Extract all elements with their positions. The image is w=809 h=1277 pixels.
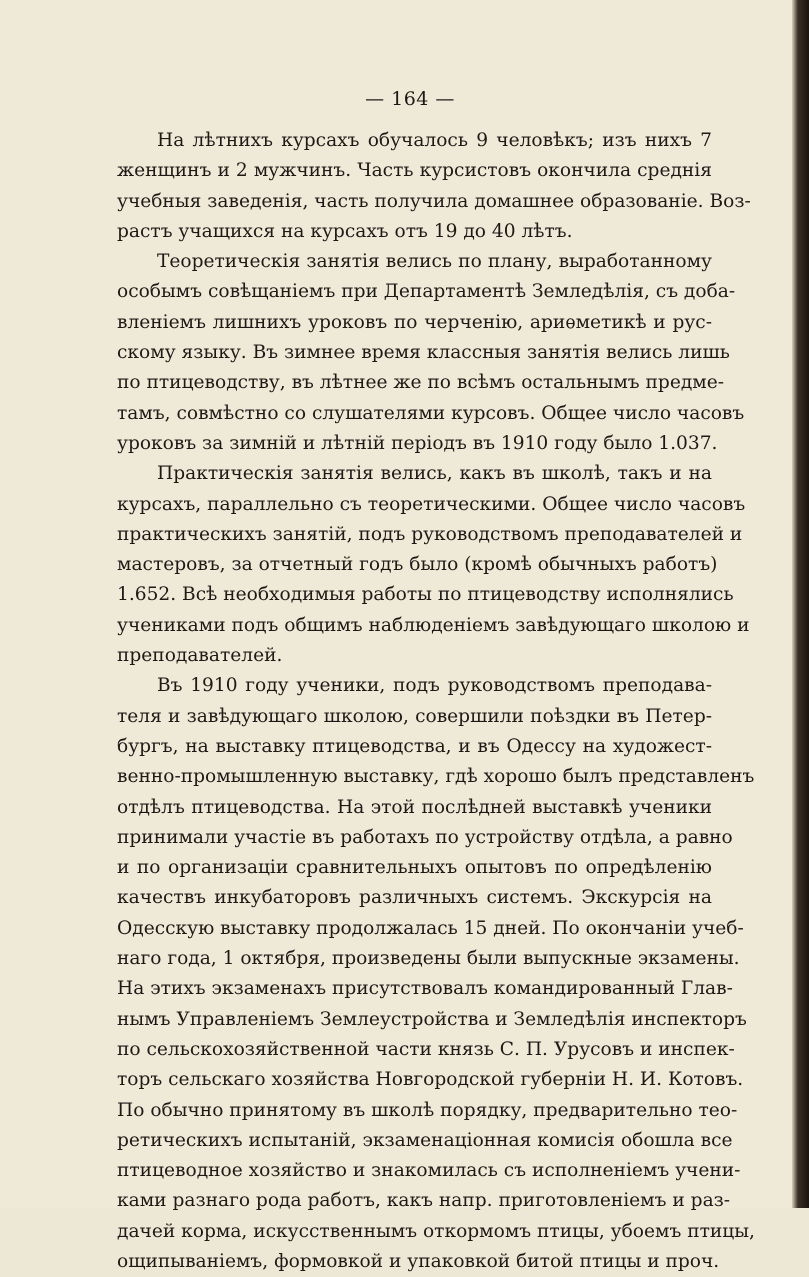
- text-line: теля и завѣдующаго школою, совершили поѣздки въ Петер-: [117, 705, 712, 727]
- text-line: принимали участіе въ работахъ по устройству отдѣла, а равно: [117, 826, 733, 848]
- text-line: Теоретическія занятія велись по плану, выработанному: [157, 251, 712, 273]
- text-line: курсахъ, параллельно съ теоретическими. Общее число часовъ: [117, 493, 746, 515]
- text-line: преподавателей.: [117, 645, 283, 667]
- text-line: мастеровъ, за отчетный годъ было (кромѣ обычныхъ работъ): [117, 554, 718, 576]
- text-line: дачей корма, искусственнымъ откормомъ птицы, убоемъ птицы,: [117, 1220, 755, 1242]
- text-line: скому языку. Въ зимнее время классныя занятія велись лишь: [117, 342, 730, 364]
- text-line: практическихъ занятій, подъ руководствомъ преподавателей и: [117, 523, 743, 545]
- text-line: По обычно принятому въ школѣ порядку, предварительно тео-: [117, 1099, 738, 1121]
- text-line: учениками подъ общимъ наблюденіемъ завѣдующаго школою и: [117, 614, 750, 636]
- text-line: по птицеводству, въ лѣтнее же по всѣмъ остальнымъ предме-: [117, 372, 725, 394]
- body-text: [117, 126, 755, 1277]
- text-line: торъ сельскаго хозяйства Новгородской губерніи Н. И. Котовъ.: [117, 1069, 744, 1091]
- text-line: ощипываніемъ, формовкой и упаковкой битой птицы и проч.: [117, 1250, 720, 1272]
- text-line: Практическія занятія велись, какъ въ школѣ, такъ и на: [157, 463, 712, 485]
- text-line: венно-промышленную выставку, гдѣ хорошо былъ представленъ: [117, 766, 755, 788]
- text-line: ретическихъ испытаній, экзаменаціонная комисія обошла все: [117, 1129, 733, 1151]
- text-line: бургъ, на выставку птицеводства, и въ Одессу на художест-: [117, 735, 712, 757]
- text-line: учебныя заведенія, часть получила домашнее образованіе. Воз-: [117, 190, 751, 212]
- text-line: уроковъ за зимній и лѣтній періодъ въ 1910 году было 1.037.: [117, 432, 718, 454]
- text-line: растъ учащихся на курсахъ отъ 19 до 40 лѣтъ.: [117, 220, 573, 242]
- text-line: отдѣлъ птицеводства. На этой послѣдней выставкѣ ученики: [117, 796, 712, 818]
- text-line: Въ 1910 году ученики, подъ руководствомъ преподава-: [157, 675, 712, 697]
- text-line: ками разнаго рода работъ, какъ напр. приготовленіемъ и раз-: [117, 1190, 731, 1212]
- text-line: нымъ Управленіемъ Землеустройства и Земледѣлія инспекторъ: [117, 1008, 747, 1030]
- text-line: тамъ, совмѣстно со слушателями курсовъ. Общее число часовъ: [117, 402, 745, 424]
- text-line: Одесскую выставку продолжалась 15 дней. По окончаніи учеб-: [117, 917, 744, 939]
- text-line: вленіемъ лишнихъ уроковъ по черченію, ариѳметикѣ и рус-: [117, 311, 712, 333]
- text-line: и по организаціи сравнительныхъ опытовъ по опредѣленію: [117, 857, 712, 879]
- page-number: — 164 —: [365, 88, 455, 110]
- text-line: птицеводное хозяйство и знакомилась съ исполненіемъ учени-: [117, 1160, 741, 1182]
- text-line: На этихъ экзаменахъ присутствовалъ командированный Глав-: [117, 978, 733, 1000]
- text-line: наго года, 1 октября, произведены были выпускные экзамены.: [117, 948, 740, 970]
- text-line: женщинъ и 2 мужчинъ. Часть курсистовъ окончила среднія: [117, 160, 712, 182]
- page-edge-shadow: [792, 0, 809, 1208]
- text-line: особымъ совѣщаніемъ при Департаментѣ Земледѣлія, съ доба-: [117, 281, 736, 303]
- text-line: качествъ инкубаторовъ различныхъ системъ. Экскурсія на: [117, 887, 712, 909]
- text-line: На лѣтнихъ курсахъ обучалось 9 человѣкъ; изъ нихъ 7: [157, 130, 712, 151]
- text-line: 1.652. Всѣ необходимыя работы по птицеводству исполнялись: [117, 584, 734, 606]
- text-line: по сельскохозяйственной части князь С. П. Урусовъ и инспек-: [117, 1038, 735, 1060]
